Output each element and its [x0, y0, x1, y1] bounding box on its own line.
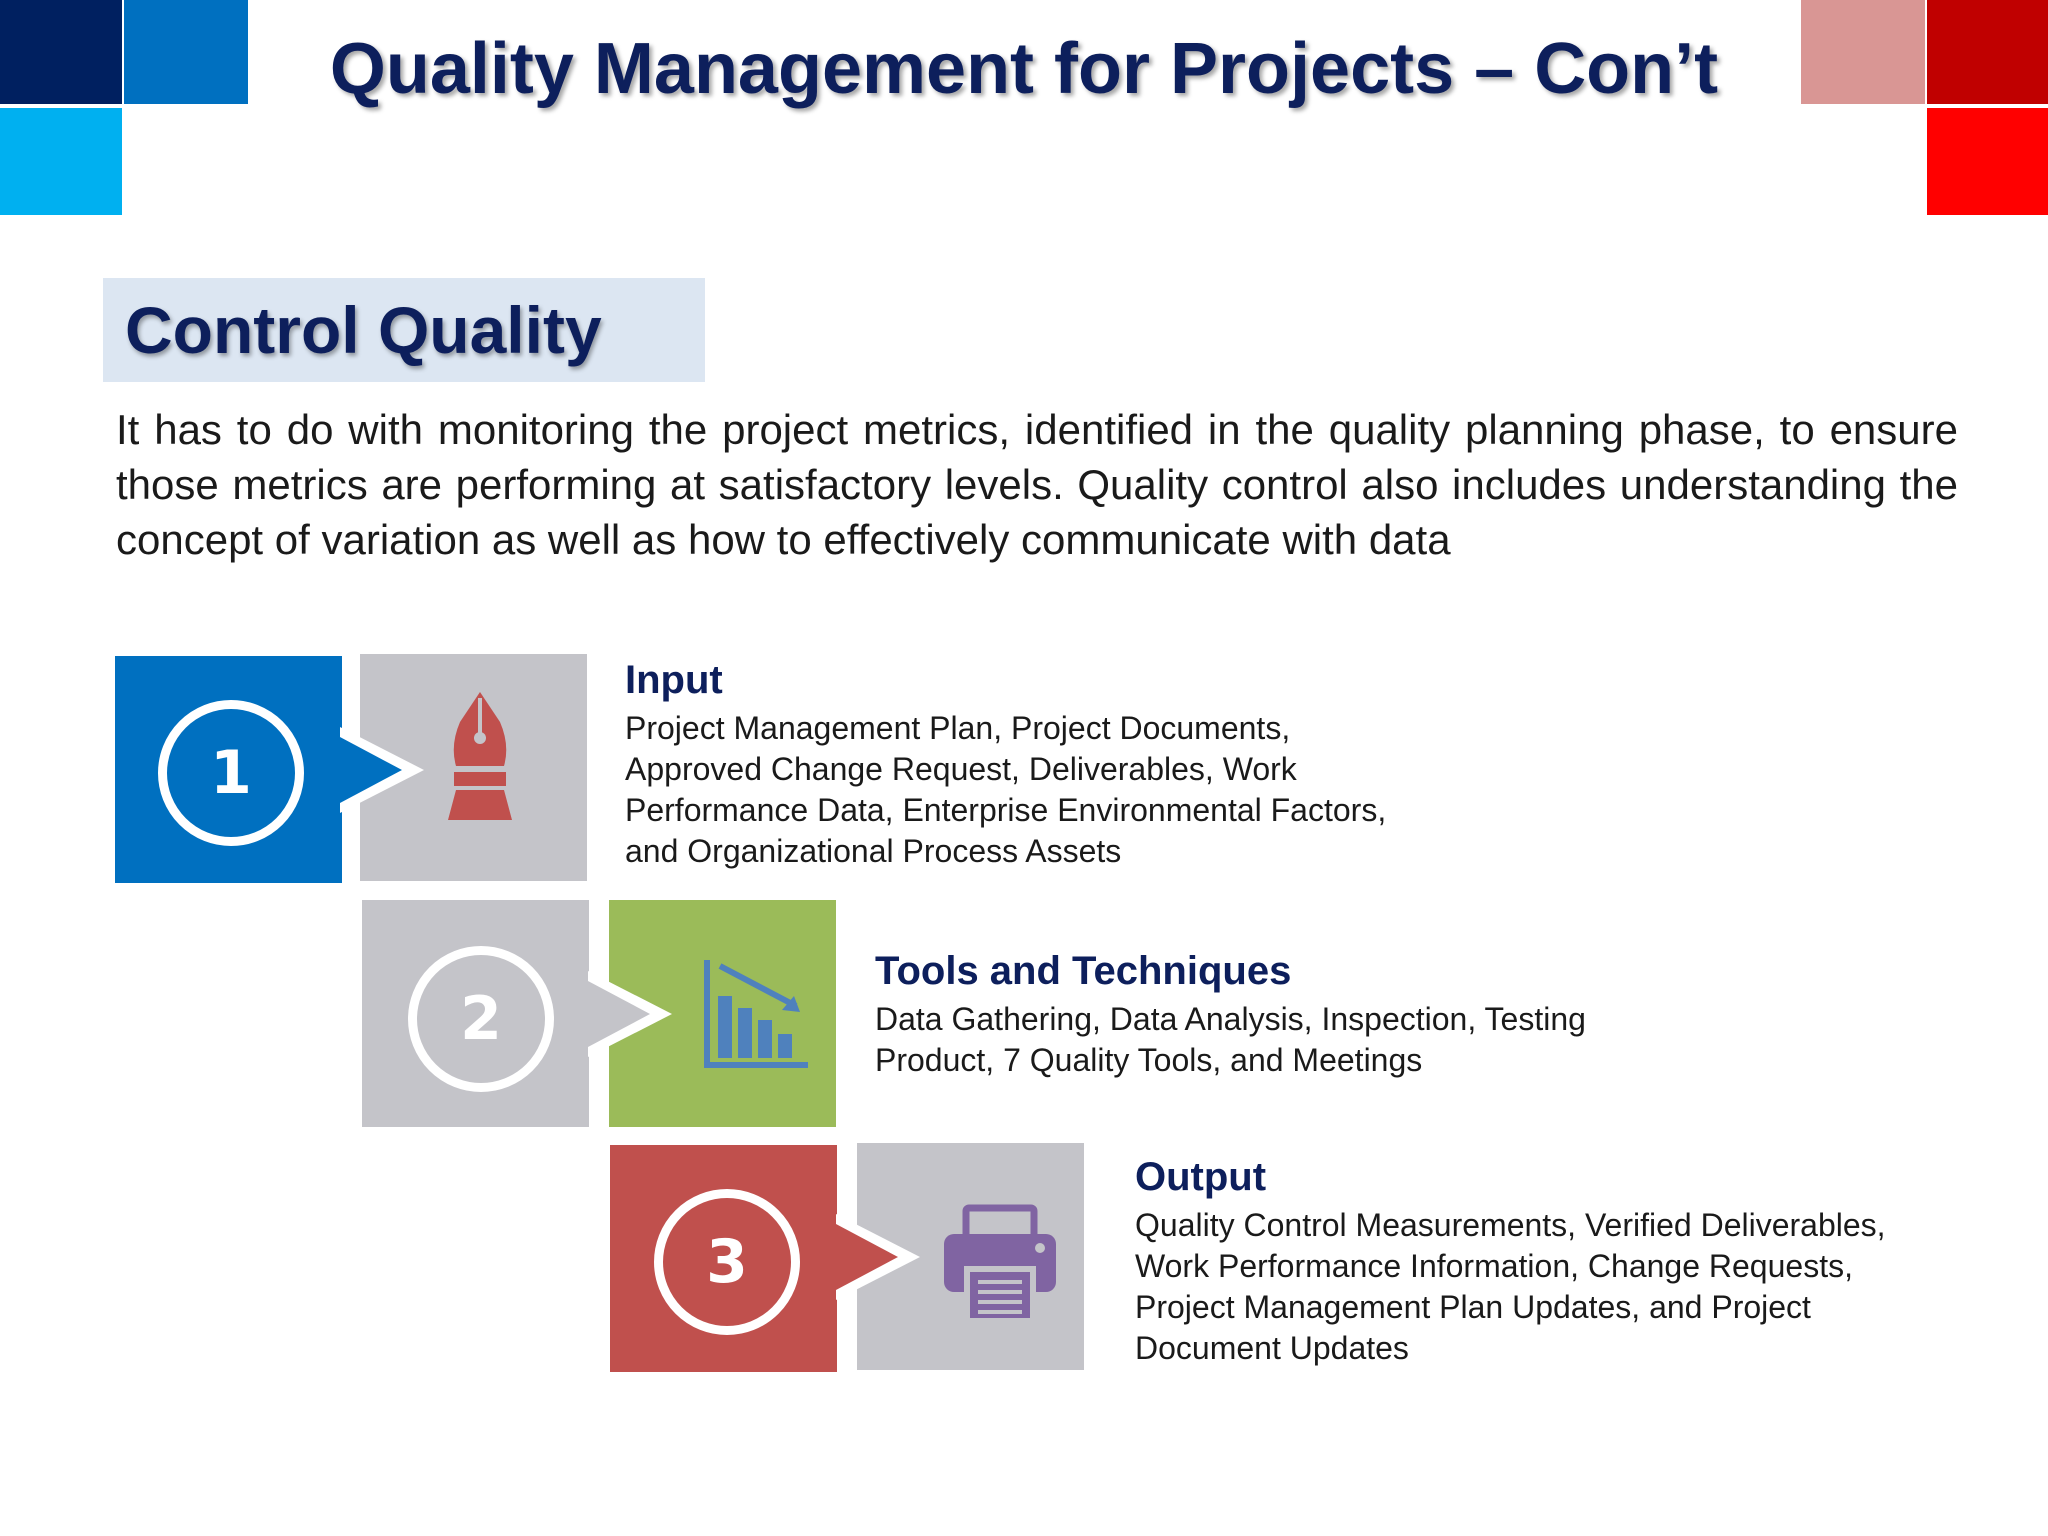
- step-1-arrow-fill: [340, 737, 402, 803]
- step-2-number: 2: [408, 946, 554, 1092]
- corner-square-blue: [124, 0, 248, 104]
- declining-bar-chart-icon: [700, 960, 812, 1072]
- slide-title: Quality Management for Projects – Con’t: [329, 29, 1719, 109]
- step-2-heading: Tools and Techniques: [875, 949, 1292, 993]
- step-2-arrow-fill: [588, 981, 650, 1047]
- step-1-description: Project Management Plan, Project Documents, Approved Change Request, Deliverables, Work Performance Data, Enterprise Environmental Factors, and Organizational Process Assets: [625, 710, 1387, 869]
- step-3-heading: Output: [1135, 1155, 1267, 1199]
- step-1-heading: Input: [625, 658, 723, 702]
- fountain-pen-icon: [440, 690, 520, 820]
- corner-square-navy: [0, 0, 122, 104]
- step-3-number: 3: [654, 1189, 800, 1335]
- corner-square-cyan: [0, 108, 122, 215]
- step-1-number: 1: [158, 700, 304, 846]
- step-3-description: Quality Control Measurements, Verified Deliverables, Work Performance Information, Change Requests, Project Management Plan Updates, and Project Document Updates: [1135, 1207, 1886, 1366]
- section-title: Control Quality: [125, 293, 602, 367]
- section-description: It has to do with monitoring the project metrics, identified in the quality planning phase, to ensure those metrics are performing at satisfactory levels. Quality control also includes understanding the concept of variation as well as how to effectively communicate with data: [116, 406, 1958, 563]
- corner-square-pink: [1801, 0, 1925, 104]
- step-2-description: Data Gathering, Data Analysis, Inspection, Testing Product, 7 Quality Tools, and Meetings: [875, 1001, 1586, 1078]
- corner-square-darkred: [1927, 0, 2048, 104]
- corner-square-red: [1927, 108, 2048, 215]
- step-3-arrow-fill: [836, 1224, 898, 1290]
- printer-icon: [942, 1204, 1058, 1324]
